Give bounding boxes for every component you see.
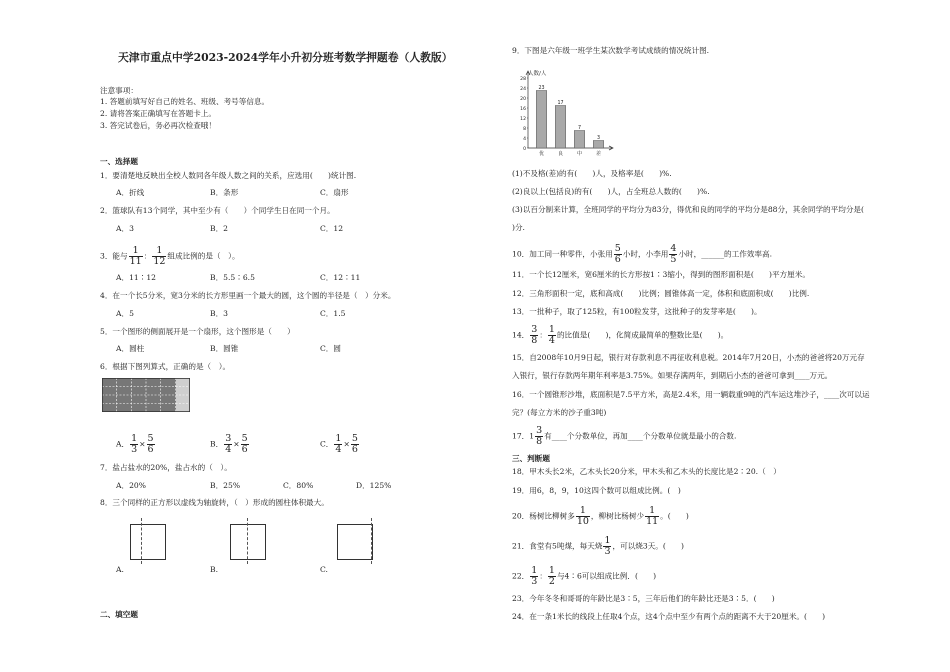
- q21-post: ，可以烧3天。( ): [612, 541, 684, 551]
- q1-option-a[interactable]: A．折线: [116, 188, 145, 197]
- q20-fraction-1: [576, 506, 590, 527]
- section-heading-choice: 一、选择题: [100, 157, 138, 166]
- q3-fraction-1: [129, 246, 143, 267]
- q9-text: 9．下图是六年级一班学生某次数学考试成绩的情况统计图.: [512, 46, 710, 55]
- denominator: 5: [670, 254, 677, 265]
- times-sign: ×: [343, 439, 350, 449]
- numerator: 1: [548, 324, 555, 335]
- chart-ylabel: 人数/人: [528, 71, 547, 77]
- denominator: 3: [531, 576, 538, 587]
- q20-post: 。( ): [660, 511, 689, 521]
- q5-option-b[interactable]: B．圆锥: [210, 344, 239, 353]
- q20-fraction-2: [645, 506, 659, 527]
- denominator: 11: [129, 256, 142, 267]
- q2-option-a[interactable]: A．3: [116, 224, 134, 233]
- denominator: 3: [131, 444, 138, 455]
- q11-text: 11．一个长12厘米，宽6厘米的长方形按1∶3缩小，得到的图形面积是( )平方厘米。: [512, 270, 810, 279]
- q8-axis-b: [247, 518, 248, 564]
- q9-subquestion-3a: (3)以百分制来计算，全班同学的平均分为83分，得优和良的同学的平均分是88分，其余同学的平均分是(: [512, 205, 864, 214]
- q10-mid: 小时，小李用: [622, 249, 669, 259]
- chart-y-tick-label: 24: [520, 86, 526, 92]
- q3-text: [100, 246, 240, 267]
- q9-bar-chart: [512, 66, 616, 160]
- denominator: 8: [531, 335, 538, 346]
- notes-item: 3. 答完试卷后，务必再次检查哦！: [100, 121, 216, 130]
- q1-text: 1．要清楚地反映出全校人数同各年级人数之间的关系，应选用( )统计图.: [100, 171, 357, 180]
- q7-option-c[interactable]: C．80%: [283, 481, 314, 490]
- q10-text: [512, 244, 772, 265]
- numerator: 5: [241, 433, 248, 444]
- notes-heading: 注意事项：: [100, 86, 138, 95]
- q14-text: [512, 325, 728, 346]
- section-heading-judge: 三、判断题: [512, 454, 550, 463]
- q12-text: 12．三角形面积一定，底和高成( )比例；圆锥体高一定，体积和底面积成( )比例.: [512, 289, 810, 298]
- q5-option-a[interactable]: A．圆柱: [116, 344, 145, 353]
- chart-data-label: 23: [538, 86, 545, 91]
- chart-y-tick-label: 16: [520, 106, 526, 112]
- denominator: 6: [351, 444, 358, 455]
- chart-y-tick-label: 28: [520, 76, 526, 82]
- q8-axis-a: [141, 518, 142, 564]
- times-sign: ×: [233, 439, 240, 449]
- chart-bar: [593, 141, 603, 149]
- q10-pre: 10．加工同一种零件，小张用: [512, 249, 613, 259]
- q21-fraction: [603, 536, 611, 557]
- q17-text: [512, 426, 736, 447]
- q1-option-c[interactable]: C．扇形: [320, 188, 349, 197]
- numerator: 1: [129, 246, 143, 257]
- q4-option-b[interactable]: B．3: [210, 309, 229, 318]
- q5-text: 5．一个图形的侧面展开是一个扇形，这个图形是（ ）: [100, 327, 295, 336]
- q3-option-a[interactable]: A．11∶12: [116, 273, 156, 282]
- q22-fraction-2: [548, 566, 556, 587]
- q20-pre: 20．杨树比柳树多: [512, 511, 575, 521]
- q14-fraction-2: [548, 325, 556, 346]
- q6-b-fraction-2: [241, 434, 249, 455]
- numerator: 3: [536, 425, 543, 436]
- denominator: 8: [536, 436, 543, 447]
- q6-option-a-label: A．: [116, 439, 130, 449]
- q15-text-line-2: 入银行，银行存款两年期年利率是3.75%。如果存满两年，到期后小杰的爸爸可拿到____万元。: [512, 371, 833, 380]
- q14-colon: ：: [539, 330, 547, 340]
- q21-text: [512, 536, 684, 557]
- q14-pre: 14．: [512, 330, 530, 340]
- denominator: 4: [225, 444, 232, 455]
- q3-option-c[interactable]: C．12∶11: [320, 273, 361, 282]
- chart-x-tick-label: 差: [595, 151, 602, 157]
- chart-data-label: 17: [557, 101, 564, 106]
- q7-option-d[interactable]: D．125%: [356, 481, 392, 490]
- denominator: 4: [335, 444, 342, 455]
- numerator: 1: [645, 506, 659, 517]
- q6-c-fraction-1: [334, 434, 342, 455]
- q7-option-a[interactable]: A．20%: [116, 481, 146, 490]
- q6-option-b[interactable]: [210, 434, 250, 455]
- q10-fraction-1: [614, 244, 622, 265]
- q8-square-c: [337, 524, 373, 560]
- times-sign: ×: [139, 439, 146, 449]
- numerator: 5: [147, 433, 154, 444]
- chart-x-tick-label: 中: [576, 151, 583, 157]
- q2-text: 2．篮球队有13个同学，其中至少有（ ）个同学生日在同一个月。: [100, 206, 335, 215]
- q6-option-c[interactable]: [320, 434, 360, 455]
- numerator: 1: [604, 535, 611, 546]
- notes-item: 2. 请将答案正确填写在答题卡上。: [100, 109, 216, 118]
- q16-text-line-2: 完？(每立方米的沙子重3吨): [512, 408, 607, 417]
- numerator: 1: [531, 565, 538, 576]
- q5-option-c[interactable]: C．圆: [320, 344, 341, 353]
- section-heading-fill: 二、填空题: [100, 610, 138, 619]
- q23-text: 23．今年冬冬和哥哥的年龄比是3∶5，三年后他们的年龄比还是3∶5．( ): [512, 594, 775, 603]
- q17-pre: 17．1: [512, 431, 535, 441]
- q9-subquestion-1: (1)不及格(差)的有( )人，及格率是( )%.: [512, 169, 672, 178]
- q3-fraction-2: [152, 246, 166, 267]
- q8-option-c[interactable]: C.: [320, 565, 328, 574]
- chart-y-tick-label: 4: [523, 136, 526, 142]
- notes-item: 1. 答题前填写好自己的姓名、班级、考号等信息。: [100, 97, 270, 106]
- numerator: 5: [351, 433, 358, 444]
- q6-a-fraction-1: [130, 434, 138, 455]
- numerator: 1: [548, 565, 555, 576]
- q3-post: 组成比例的是（ ）。: [167, 251, 240, 261]
- q14-fraction-1: [530, 325, 538, 346]
- q6-option-c-label: C．: [320, 439, 334, 449]
- q10-fraction-2: [669, 244, 677, 265]
- denominator: 4: [548, 335, 555, 346]
- q7-option-b[interactable]: B．25%: [210, 481, 241, 490]
- q20-text: [512, 506, 689, 527]
- q22-fraction-1: [530, 566, 538, 587]
- numerator: 1: [131, 433, 138, 444]
- q1-option-b[interactable]: B．条形: [210, 188, 239, 197]
- q17-fraction: [535, 426, 543, 447]
- numerator: 1: [576, 506, 590, 517]
- chart-bar: [536, 91, 546, 149]
- q19-text: 19．用6，8，9，10这四个数可以组成比例。( ): [512, 486, 681, 495]
- denominator: 6: [614, 254, 621, 265]
- q2-option-b[interactable]: B．2: [210, 224, 229, 233]
- q22-post: 与4∶6可以组成比例．( ): [556, 571, 657, 581]
- q22-pre: 22．: [512, 571, 530, 581]
- q4-option-c[interactable]: C．1.5: [320, 309, 346, 318]
- q2-option-c[interactable]: C．12: [320, 224, 344, 233]
- q3-pre: 3．能与: [100, 251, 128, 261]
- q6-text: 6．根据下图列算式，正确的是（ ）。: [100, 362, 231, 371]
- q21-pre: 21．食堂有5吨煤，每天烧: [512, 541, 603, 551]
- q6-option-a[interactable]: [116, 434, 156, 455]
- chart-y-tick-label: 20: [520, 96, 526, 102]
- chart-y-tick-label: 0: [523, 146, 526, 152]
- chart-bar: [555, 106, 565, 149]
- q6-option-b-label: B．: [210, 439, 224, 449]
- denominator: 11: [646, 516, 659, 527]
- q6-a-fraction-2: [147, 434, 155, 455]
- page-title: 天津市重点中学2023-2024学年小升初分班考数学押题卷（人教版）: [118, 51, 453, 64]
- numerator: 3: [531, 324, 538, 335]
- q9-subquestion-2: (2)良以上(包括良)的有( )人，占全班总人数的( )%.: [512, 187, 710, 196]
- q8-square-b: [230, 524, 266, 560]
- q22-colon: ：: [539, 571, 547, 581]
- chart-bar: [574, 131, 584, 149]
- q8-option-b[interactable]: B.: [210, 565, 218, 574]
- denominator: 3: [604, 546, 611, 557]
- chart-y-tick-label: 8: [523, 126, 526, 132]
- q7-text: 7．盐占盐水的20%，盐占水的（ ）。: [100, 463, 232, 472]
- numerator: 1: [152, 246, 166, 257]
- q9-subquestion-3b: )分.: [512, 223, 525, 232]
- q13-text: 13．一批种子，取了125粒，有100粒发芽，这批种子的发芽率是( )。: [512, 307, 762, 316]
- q3-colon: ：: [143, 251, 152, 261]
- q4-text: 4．在一个长5分米，宽3分米的长方形里画一个最大的圆，这个圆的半径是（ ）分米。: [100, 291, 396, 300]
- q6-b-fraction-1: [224, 434, 232, 455]
- denominator: 10: [576, 516, 589, 527]
- numerator: 5: [614, 243, 621, 254]
- q17-post: 有____个分数单位，再加____个分数单位就是最小的合数.: [544, 431, 737, 441]
- q22-text: [512, 566, 656, 587]
- q10-post: 小时，______的工作效率高.: [678, 249, 772, 259]
- q8-axis-c: [371, 518, 372, 564]
- q3-option-b[interactable]: B．5.5∶6.5: [210, 273, 255, 282]
- q20-mid: ，柳树比杨树少: [590, 511, 645, 521]
- chart-x-tick-label: 良: [557, 151, 564, 157]
- q14-post: 的比值是( )，化简成最简单的整数比是( )。: [556, 330, 729, 340]
- numerator: 4: [670, 243, 677, 254]
- denominator: 6: [241, 444, 248, 455]
- numerator: 3: [225, 433, 232, 444]
- denominator: 6: [147, 444, 154, 455]
- chart-y-tick-label: 12: [520, 116, 526, 122]
- q4-option-a[interactable]: A．5: [116, 309, 134, 318]
- q15-text-line-1: 15．自2008年10月9日起，银行对存款利息不再征收利息税。2014年7月20日，小杰的爸爸将20万元存: [512, 353, 865, 362]
- q6-c-fraction-2: [351, 434, 359, 455]
- chart-data-label: 3: [596, 136, 601, 141]
- q16-text-line-1: 16．一个圆锥形沙堆，底面积是7.5平方米，高是2.4米，用一辆载重9吨的汽车运这堆沙子，____次可以运: [512, 390, 870, 399]
- q18-text: 18．甲木头长2米，乙木头长20分米，甲木头和乙木头的长度比是2∶20.（ ）: [512, 467, 781, 476]
- q6-grid-figure: [102, 378, 190, 412]
- denominator: 12: [153, 256, 166, 267]
- q8-square-a: [130, 524, 166, 560]
- chart-data-label: 7: [577, 126, 582, 131]
- q8-option-a[interactable]: A.: [116, 565, 124, 574]
- denominator: 2: [548, 576, 555, 587]
- chart-x-tick-label: 优: [538, 151, 545, 157]
- numerator: 1: [335, 433, 342, 444]
- q24-text: 24．在一条1米长的线段上任取4个点，这4个点中至少有两个点的距离不大于20厘米。( ): [512, 612, 826, 621]
- q8-text: 8．三个同样的正方形以虚线为轴旋转，（ ）形成的圆柱体积最大。: [100, 498, 329, 507]
